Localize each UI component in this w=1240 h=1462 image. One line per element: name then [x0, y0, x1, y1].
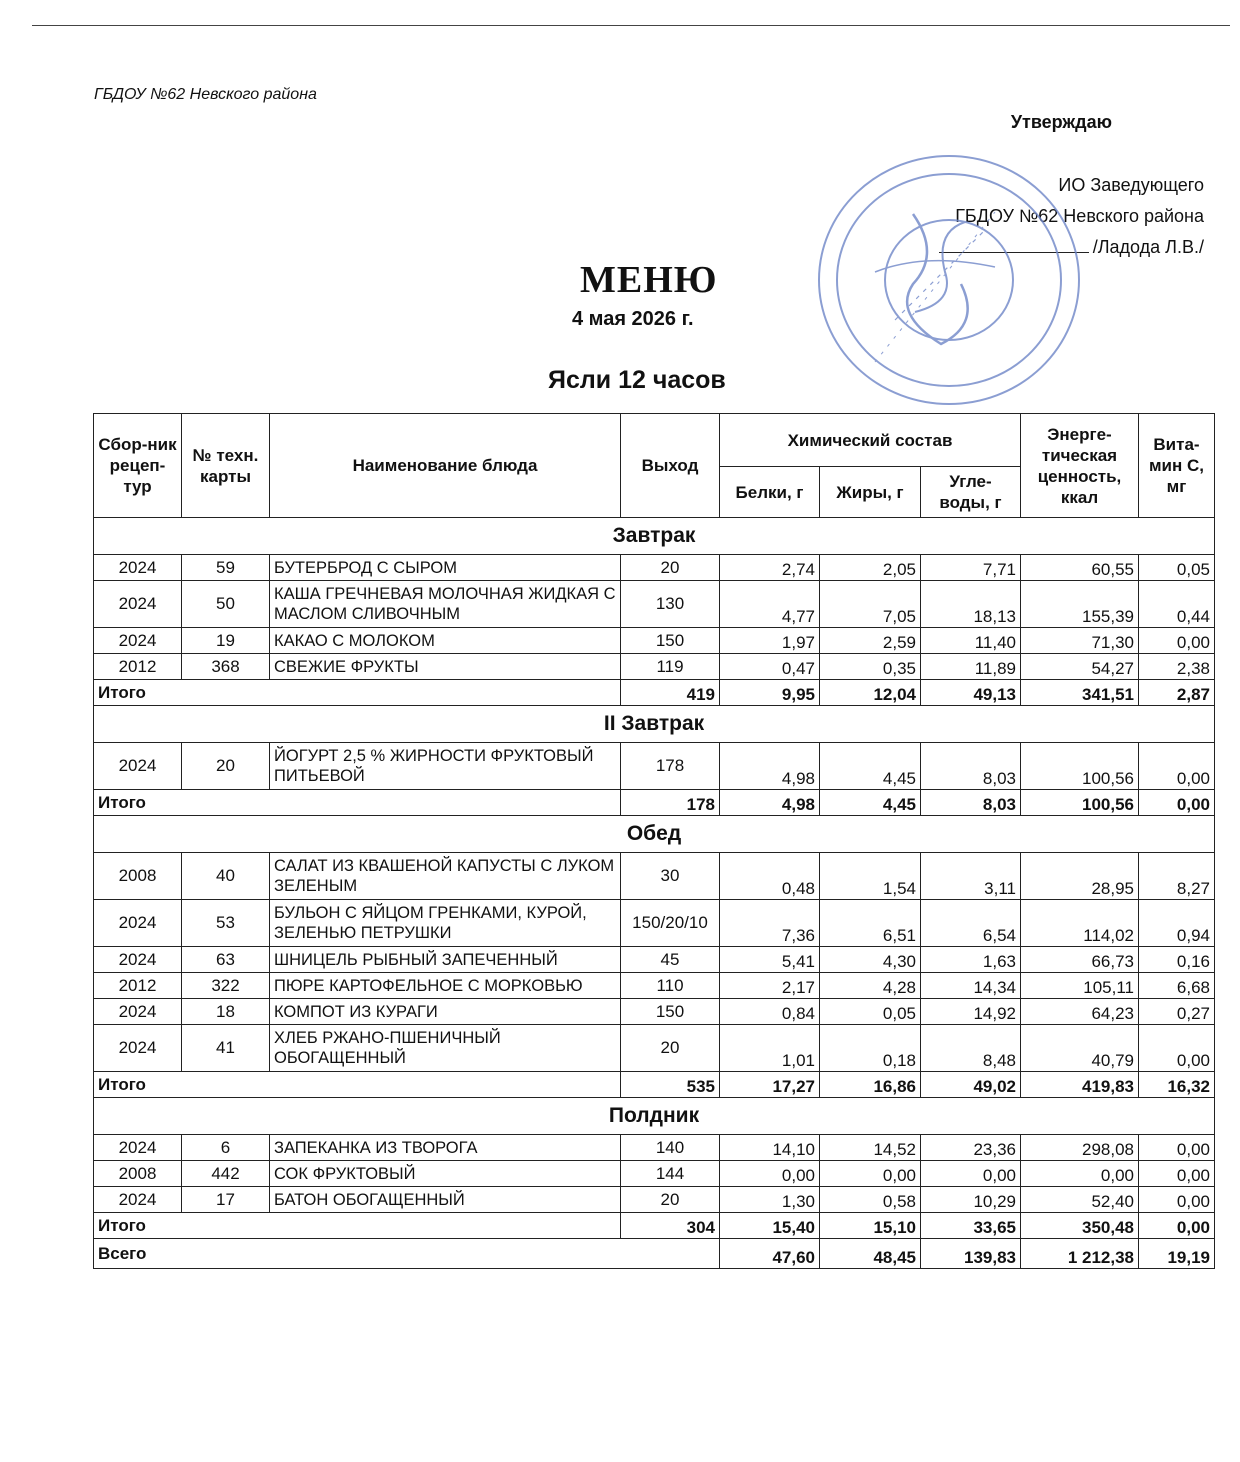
- cell-collection: 2024: [94, 581, 182, 628]
- col-carbs: Угле-воды, г: [921, 467, 1021, 518]
- col-fat: Жиры, г: [820, 467, 921, 518]
- cell-carbs: 11,40: [921, 628, 1021, 654]
- cell-collection: 2024: [94, 628, 182, 654]
- cell-collection: 2024: [94, 900, 182, 947]
- cell-protein: 2,17: [720, 973, 820, 999]
- cell-fat: 0,18: [820, 1025, 921, 1072]
- cell-dish: ХЛЕБ РЖАНО-ПШЕНИЧНЫЙ ОБОГАЩЕННЫЙ: [270, 1025, 621, 1072]
- cell-collection: 2024: [94, 743, 182, 790]
- cell-fat: 4,45: [820, 743, 921, 790]
- section-title: Завтрак: [94, 518, 1215, 555]
- cell-fat: 2,05: [820, 555, 921, 581]
- cell-yield: 178: [621, 743, 720, 790]
- organization-name: ГБДОУ №62 Невского района: [94, 86, 317, 103]
- section-header: [94, 706, 1215, 743]
- section-header: [94, 1098, 1215, 1135]
- total-protein: 15,40: [720, 1213, 820, 1239]
- cell-fat: 1,54: [820, 853, 921, 900]
- cell-protein: 1,30: [720, 1187, 820, 1213]
- grand-total-energy: 1 212,38: [1021, 1239, 1139, 1269]
- section-header: [94, 816, 1215, 853]
- table-row: [94, 900, 1215, 947]
- table-row: [94, 628, 1215, 654]
- cell-energy: 40,79: [1021, 1025, 1139, 1072]
- cell-collection: 2008: [94, 1161, 182, 1187]
- section-header: [94, 518, 1215, 555]
- col-energy: Энерге-тическая ценность, ккал: [1021, 414, 1139, 518]
- total-label: Итого: [94, 1072, 621, 1098]
- cell-fat: 14,52: [820, 1135, 921, 1161]
- cell-protein: 1,01: [720, 1025, 820, 1072]
- cell-dish: КОМПОТ ИЗ КУРАГИ: [270, 999, 621, 1025]
- cell-protein: 5,41: [720, 947, 820, 973]
- table-row: [94, 1025, 1215, 1072]
- cell-protein: 14,10: [720, 1135, 820, 1161]
- cell-fat: 4,30: [820, 947, 921, 973]
- total-protein: 4,98: [720, 790, 820, 816]
- total-fat: 4,45: [820, 790, 921, 816]
- cell-collection: 2024: [94, 1135, 182, 1161]
- cell-yield: 130: [621, 581, 720, 628]
- cell-collection: 2024: [94, 1187, 182, 1213]
- document-title: МЕНЮ: [580, 259, 718, 301]
- cell-energy: 60,55: [1021, 555, 1139, 581]
- table-row: [94, 555, 1215, 581]
- cell-card: 40: [182, 853, 270, 900]
- total-energy: 419,83: [1021, 1072, 1139, 1098]
- cell-collection: 2024: [94, 947, 182, 973]
- grand-total-fat: 48,45: [820, 1239, 921, 1269]
- table-row: [94, 743, 1215, 790]
- table-row: [94, 654, 1215, 680]
- section-title: Обед: [94, 816, 1215, 853]
- col-vitc: Вита-мин С, мг: [1139, 414, 1215, 518]
- cell-card: 368: [182, 654, 270, 680]
- cell-yield: 20: [621, 1025, 720, 1072]
- cell-energy: 105,11: [1021, 973, 1139, 999]
- section-title: Полдник: [94, 1098, 1215, 1135]
- cell-card: 322: [182, 973, 270, 999]
- cell-energy: 0,00: [1021, 1161, 1139, 1187]
- total-fat: 12,04: [820, 680, 921, 706]
- total-energy: 100,56: [1021, 790, 1139, 816]
- cell-vitc: 0,44: [1139, 581, 1215, 628]
- group-name: Ясли 12 часов: [548, 366, 726, 394]
- cell-energy: 52,40: [1021, 1187, 1139, 1213]
- cell-fat: 0,58: [820, 1187, 921, 1213]
- cell-collection: 2008: [94, 853, 182, 900]
- total-protein: 9,95: [720, 680, 820, 706]
- total-row: [94, 1072, 1215, 1098]
- table-row: [94, 1135, 1215, 1161]
- cell-fat: 7,05: [820, 581, 921, 628]
- cell-protein: 7,36: [720, 900, 820, 947]
- cell-carbs: 14,92: [921, 999, 1021, 1025]
- cell-dish: БУТЕРБРОД С СЫРОМ: [270, 555, 621, 581]
- approval-title: Утверждаю: [1010, 112, 1112, 132]
- cell-fat: 6,51: [820, 900, 921, 947]
- cell-card: 41: [182, 1025, 270, 1072]
- cell-vitc: 2,38: [1139, 654, 1215, 680]
- cell-yield: 20: [621, 555, 720, 581]
- cell-protein: 0,47: [720, 654, 820, 680]
- cell-protein: 2,74: [720, 555, 820, 581]
- total-label: Итого: [94, 790, 621, 816]
- cell-dish: БАТОН ОБОГАЩЕННЫЙ: [270, 1187, 621, 1213]
- col-dish: Наименование блюда: [270, 414, 621, 518]
- cell-collection: 2012: [94, 973, 182, 999]
- table-row: [94, 947, 1215, 973]
- cell-dish: СВЕЖИЕ ФРУКТЫ: [270, 654, 621, 680]
- cell-yield: 150: [621, 999, 720, 1025]
- cell-carbs: 10,29: [921, 1187, 1021, 1213]
- cell-card: 63: [182, 947, 270, 973]
- total-yield: 535: [621, 1072, 720, 1098]
- cell-dish: БУЛЬОН С ЯЙЦОМ ГРЕНКАМИ, КУРОЙ, ЗЕЛЕНЬЮ ПЕТРУШКИ: [270, 900, 621, 947]
- cell-dish: КАКАО С МОЛОКОМ: [270, 628, 621, 654]
- cell-energy: 28,95: [1021, 853, 1139, 900]
- approval-organization: ГБДОУ №62 Невского района: [955, 206, 1204, 226]
- cell-yield: 30: [621, 853, 720, 900]
- cell-fat: 4,28: [820, 973, 921, 999]
- total-label: Итого: [94, 680, 621, 706]
- cell-dish: ПЮРЕ КАРТОФЕЛЬНОЕ С МОРКОВЬЮ: [270, 973, 621, 999]
- cell-carbs: 8,03: [921, 743, 1021, 790]
- total-row: [94, 1213, 1215, 1239]
- total-yield: 419: [621, 680, 720, 706]
- total-fat: 15,10: [820, 1213, 921, 1239]
- total-yield: 178: [621, 790, 720, 816]
- cell-energy: 54,27: [1021, 654, 1139, 680]
- cell-vitc: 0,16: [1139, 947, 1215, 973]
- col-yield: Выход: [621, 414, 720, 518]
- col-protein: Белки, г: [720, 467, 820, 518]
- cell-card: 18: [182, 999, 270, 1025]
- cell-vitc: 0,00: [1139, 743, 1215, 790]
- cell-energy: 155,39: [1021, 581, 1139, 628]
- table-row: [94, 999, 1215, 1025]
- cell-energy: 64,23: [1021, 999, 1139, 1025]
- col-card: № техн. карты: [182, 414, 270, 518]
- approver-name: /Ладода Л.В./: [1092, 237, 1204, 257]
- grand-total-vitc: 19,19: [1139, 1239, 1215, 1269]
- cell-carbs: 0,00: [921, 1161, 1021, 1187]
- col-chem: Химический состав: [720, 414, 1021, 467]
- cell-yield: 150/20/10: [621, 900, 720, 947]
- cell-protein: 0,84: [720, 999, 820, 1025]
- total-carbs: 8,03: [921, 790, 1021, 816]
- total-label: Итого: [94, 1213, 621, 1239]
- cell-carbs: 8,48: [921, 1025, 1021, 1072]
- total-fat: 16,86: [820, 1072, 921, 1098]
- cell-carbs: 7,71: [921, 555, 1021, 581]
- table-row: [94, 1187, 1215, 1213]
- cell-vitc: 0,00: [1139, 1187, 1215, 1213]
- cell-dish: ЙОГУРТ 2,5 % ЖИРНОСТИ ФРУКТОВЫЙ ПИТЬЕВОЙ: [270, 743, 621, 790]
- cell-collection: 2024: [94, 1025, 182, 1072]
- cell-card: 6: [182, 1135, 270, 1161]
- cell-card: 20: [182, 743, 270, 790]
- table-row: [94, 581, 1215, 628]
- menu-body: [94, 518, 1215, 1269]
- menu-date: 4 мая 2026 г.: [572, 308, 694, 330]
- col-collection: Сбор-ник рецеп-тур: [94, 414, 182, 518]
- cell-yield: 144: [621, 1161, 720, 1187]
- cell-vitc: 0,00: [1139, 1161, 1215, 1187]
- cell-card: 53: [182, 900, 270, 947]
- cell-protein: 0,00: [720, 1161, 820, 1187]
- cell-energy: 71,30: [1021, 628, 1139, 654]
- total-energy: 350,48: [1021, 1213, 1139, 1239]
- total-vitc: 2,87: [1139, 680, 1215, 706]
- menu-table: [93, 413, 1215, 1269]
- cell-vitc: 0,00: [1139, 1135, 1215, 1161]
- cell-energy: 298,08: [1021, 1135, 1139, 1161]
- cell-dish: СОК ФРУКТОВЫЙ: [270, 1161, 621, 1187]
- cell-energy: 114,02: [1021, 900, 1139, 947]
- cell-yield: 110: [621, 973, 720, 999]
- cell-dish: ШНИЦЕЛЬ РЫБНЫЙ ЗАПЕЧЕННЫЙ: [270, 947, 621, 973]
- cell-card: 59: [182, 555, 270, 581]
- cell-protein: 4,98: [720, 743, 820, 790]
- cell-protein: 1,97: [720, 628, 820, 654]
- official-stamp-icon: [815, 152, 1083, 408]
- total-row: [94, 680, 1215, 706]
- cell-fat: 0,00: [820, 1161, 921, 1187]
- cell-dish: ЗАПЕКАНКА ИЗ ТВОРОГА: [270, 1135, 621, 1161]
- cell-carbs: 1,63: [921, 947, 1021, 973]
- total-row: [94, 790, 1215, 816]
- cell-vitc: 0,27: [1139, 999, 1215, 1025]
- cell-dish: КАША ГРЕЧНЕВАЯ МОЛОЧНАЯ ЖИДКАЯ С МАСЛОМ СЛИВОЧНЫМ: [270, 581, 621, 628]
- cell-yield: 140: [621, 1135, 720, 1161]
- total-carbs: 33,65: [921, 1213, 1021, 1239]
- cell-dish: САЛАТ ИЗ КВАШЕНОЙ КАПУСТЫ С ЛУКОМ ЗЕЛЕНЫМ: [270, 853, 621, 900]
- cell-fat: 0,35: [820, 654, 921, 680]
- cell-vitc: 0,00: [1139, 1025, 1215, 1072]
- cell-card: 19: [182, 628, 270, 654]
- cell-energy: 66,73: [1021, 947, 1139, 973]
- cell-vitc: 0,05: [1139, 555, 1215, 581]
- cell-vitc: 8,27: [1139, 853, 1215, 900]
- cell-yield: 20: [621, 1187, 720, 1213]
- cell-vitc: 0,94: [1139, 900, 1215, 947]
- cell-card: 442: [182, 1161, 270, 1187]
- cell-card: 50: [182, 581, 270, 628]
- cell-yield: 150: [621, 628, 720, 654]
- cell-vitc: 0,00: [1139, 628, 1215, 654]
- section-title: II Завтрак: [94, 706, 1215, 743]
- table-row: [94, 1161, 1215, 1187]
- cell-yield: 119: [621, 654, 720, 680]
- table-row: [94, 853, 1215, 900]
- cell-carbs: 6,54: [921, 900, 1021, 947]
- grand-total-protein: 47,60: [720, 1239, 820, 1269]
- grand-total-carbs: 139,83: [921, 1239, 1021, 1269]
- cell-vitc: 6,68: [1139, 973, 1215, 999]
- cell-carbs: 18,13: [921, 581, 1021, 628]
- cell-carbs: 11,89: [921, 654, 1021, 680]
- total-vitc: 0,00: [1139, 790, 1215, 816]
- cell-carbs: 3,11: [921, 853, 1021, 900]
- total-energy: 341,51: [1021, 680, 1139, 706]
- cell-collection: 2012: [94, 654, 182, 680]
- table-row: [94, 973, 1215, 999]
- grand-total-label: Всего: [94, 1239, 720, 1269]
- cell-collection: 2024: [94, 999, 182, 1025]
- cell-fat: 0,05: [820, 999, 921, 1025]
- cell-collection: 2024: [94, 555, 182, 581]
- approval-role: ИО Заведующего: [1058, 175, 1204, 195]
- cell-card: 17: [182, 1187, 270, 1213]
- cell-carbs: 14,34: [921, 973, 1021, 999]
- cell-protein: 0,48: [720, 853, 820, 900]
- cell-carbs: 23,36: [921, 1135, 1021, 1161]
- cell-protein: 4,77: [720, 581, 820, 628]
- total-carbs: 49,02: [921, 1072, 1021, 1098]
- cell-fat: 2,59: [820, 628, 921, 654]
- cell-energy: 100,56: [1021, 743, 1139, 790]
- total-vitc: 0,00: [1139, 1213, 1215, 1239]
- top-rule: [32, 25, 1230, 26]
- grand-total-row: [94, 1239, 1215, 1269]
- total-carbs: 49,13: [921, 680, 1021, 706]
- total-yield: 304: [621, 1213, 720, 1239]
- total-vitc: 16,32: [1139, 1072, 1215, 1098]
- total-protein: 17,27: [720, 1072, 820, 1098]
- cell-yield: 45: [621, 947, 720, 973]
